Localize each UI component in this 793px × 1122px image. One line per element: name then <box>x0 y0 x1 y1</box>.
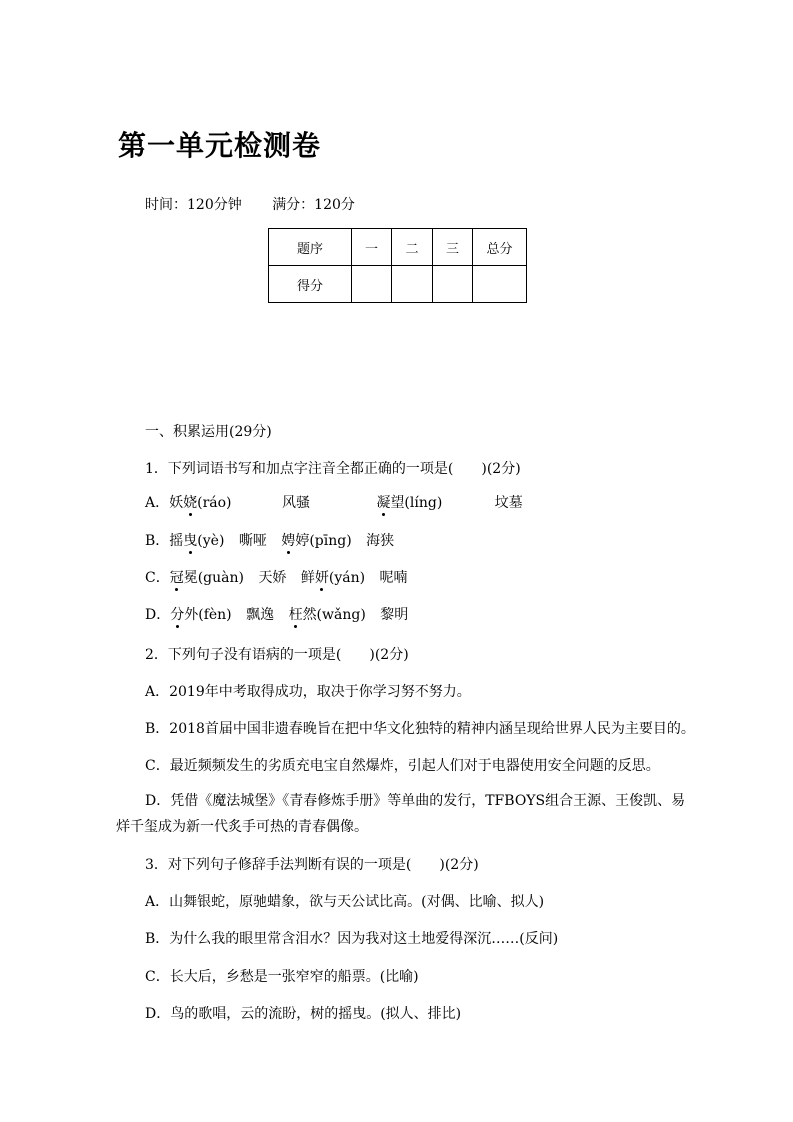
dotted-char: 娆 <box>183 492 197 512</box>
header-cell: 二 <box>392 229 433 266</box>
score-table <box>268 228 527 303</box>
question-1-option-d: D．分外(fèn) 飘逸 枉然(wǎng) 黎明 <box>145 604 408 624</box>
question-2-stem: 2．下列句子没有语病的一项是( )(2分) <box>145 647 409 663</box>
dotted-char: 冠 <box>170 567 184 587</box>
question-2-option-c: C．最近频频发生的劣质充电宝自然爆炸，引起人们对于电器使用安全问题的反思。 <box>145 758 660 774</box>
score-label-cell: 得分 <box>269 266 352 303</box>
question-3-stem: 3．对下列句子修辞手法判断有误的一项是( )(2分) <box>145 857 479 873</box>
exam-meta <box>145 194 355 214</box>
time-limit: 时间：120分钟 <box>145 197 242 213</box>
header-cell: 总分 <box>473 229 527 266</box>
question-3-option-c: C．长大后，乡愁是一张窄窄的船票。(比喻) <box>145 969 419 985</box>
score-cell[interactable] <box>473 266 527 303</box>
question-3-option-a: A．山舞银蛇，原驰蜡象，欲与天公试比高。(对偶、比喻、拟人) <box>145 894 545 910</box>
dotted-char: 娉 <box>281 530 295 550</box>
page-title: 第一单元检测卷 <box>118 129 322 162</box>
header-cell: 题序 <box>269 229 352 266</box>
dotted-char: 凝 <box>376 492 390 512</box>
dotted-char: 曳 <box>183 530 197 550</box>
dotted-char: 枉 <box>289 604 303 624</box>
question-1-option-a: A．妖娆(ráo) 风骚 凝望(líng) 坟墓 <box>145 492 523 512</box>
question-2-option-a: A．2019年中考取得成功，取决于你学习努不努力。 <box>145 684 471 700</box>
question-1-option-c: C．冠冕(guàn) 天娇 鲜妍(yán) 呢喃 <box>145 567 408 587</box>
question-2-option-d: D．凭借《魔法城堡》《青春修炼手册》等单曲的发行，TFBOYS组合王源、王俊凯、易烊千玺成为新一代炙手可热的青春偶像。 <box>116 793 686 835</box>
score-cell[interactable] <box>352 266 392 303</box>
full-score: 满分：120分 <box>272 197 355 213</box>
question-1-stem: 1．下列词语书写和加点字注音全都正确的一项是( )(2分) <box>145 461 521 477</box>
question-3-option-b: B．为什么我的眼里常含泪水？因为我对这土地爱得深沉……(反问) <box>145 931 559 947</box>
score-cell[interactable] <box>433 266 473 303</box>
section-heading: 一、积累运用(29分) <box>145 424 272 440</box>
score-table-header-row <box>269 229 527 266</box>
header-cell: 一 <box>352 229 392 266</box>
question-1-option-b: B．摇曳(yè) 嘶哑 娉婷(pīng) 海狭 <box>145 530 394 550</box>
question-3-option-d: D．鸟的歌唱，云的流盼，树的摇曳。(拟人、排比) <box>145 1006 462 1022</box>
dotted-char: 分 <box>170 604 184 624</box>
score-cell[interactable] <box>392 266 433 303</box>
score-table-score-row <box>269 266 527 303</box>
question-2-option-b: B．2018首届中国非遗春晚旨在把中华文化独特的精神内涵呈现给世界人民为主要目的。 <box>145 721 695 737</box>
header-cell: 三 <box>433 229 473 266</box>
dotted-char: 妍 <box>315 567 329 587</box>
